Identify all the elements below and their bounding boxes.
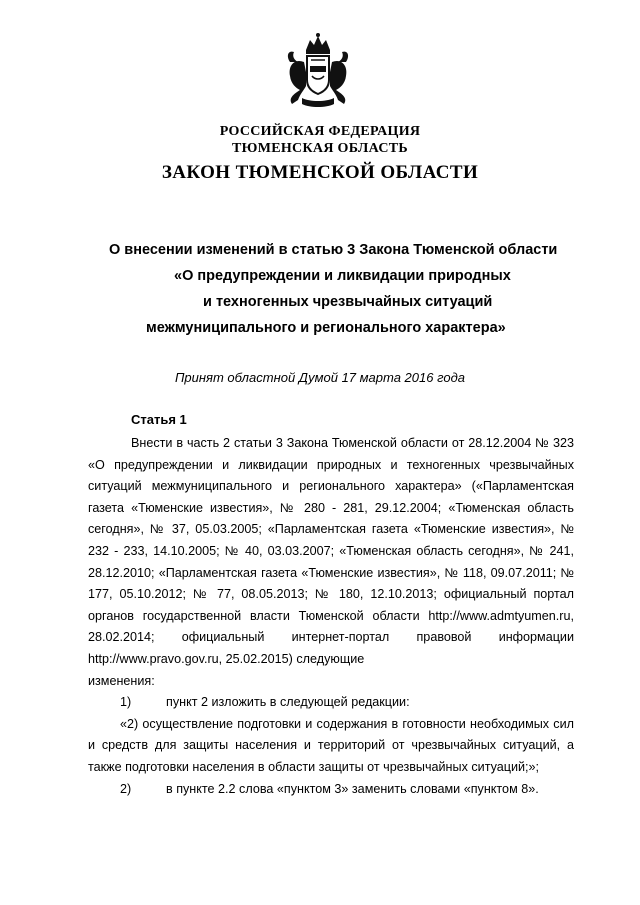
item-number: 2) [120, 781, 132, 796]
article-heading: Статья 1 [131, 412, 187, 427]
item-number: 1) [120, 695, 132, 710]
coat-of-arms-icon [280, 32, 356, 108]
list-item [88, 779, 574, 801]
list-item [88, 692, 574, 714]
region-name: ТЮМЕНСКАЯ ОБЛАСТЬ [232, 141, 408, 156]
adoption-note: Принят областной Думой 17 марта 2016 года [175, 370, 465, 385]
document-type: ЗАКОН ТЮМЕНСКОЙ ОБЛАСТИ [161, 162, 479, 183]
title-line: межмуниципального и регионального характера» [146, 320, 506, 336]
article-intro: Внести в часть 2 статьи 3 Закона Тюменской области от 28.12.2004 № 323 «О предупреждении и ликвидации природных и техногенных чрезвычайных ситуаций межмуниципального и регионального характера» («Парламентская газета «Тюменские известия», № 280 - 281, 29.12.2004; «Тюменская область сегодня», № 37, 05.03.2005; «Парламентская газета «Тюменские известия», № 232 - 233, 14.10.2005; № 40, 03.03.2007; «Тюменская область сегодня», № 241, 28.12.2010; «Парламентская газета «Тюменские известия», № 118, 09.07.2011; № 177, 05.10.2012; № 77, 08.05.2013; № 180, 12.10.2013; официальный портал органов государственной власти Тюменской области http://www.admtyumen.ru, 28.02.2014; официальный интернет-портал правовой информации http://www.pravo.gov.ru, 25.02.2015) следующие [88, 436, 574, 666]
amendment-quote: «2) осуществление подготовки и содержания в готовности необходимых сил и средств для защиты населения и территорий от чрезвычайных ситуаций, а также подготовки населения в области защиты от чрезвычайных ситуаций;»; [88, 716, 574, 774]
title-line: и техногенных чрезвычайных ситуаций [203, 294, 493, 310]
country-name: РОССИЙСКАЯ ФЕДЕРАЦИЯ [219, 124, 421, 139]
article-intro-end: изменения: [88, 673, 155, 688]
title-line: О внесении изменений в статью 3 Закона Тюменской области [109, 242, 558, 258]
item-text: пункт 2 изложить в следующей редакции: [166, 695, 410, 710]
law-title [0, 237, 640, 341]
title-line: «О предупреждении и ликвидации природных [174, 268, 511, 284]
article-body [88, 433, 574, 800]
item-text: в пункте 2.2 слова «пунктом 3» заменить словами «пунктом 8». [166, 781, 539, 796]
